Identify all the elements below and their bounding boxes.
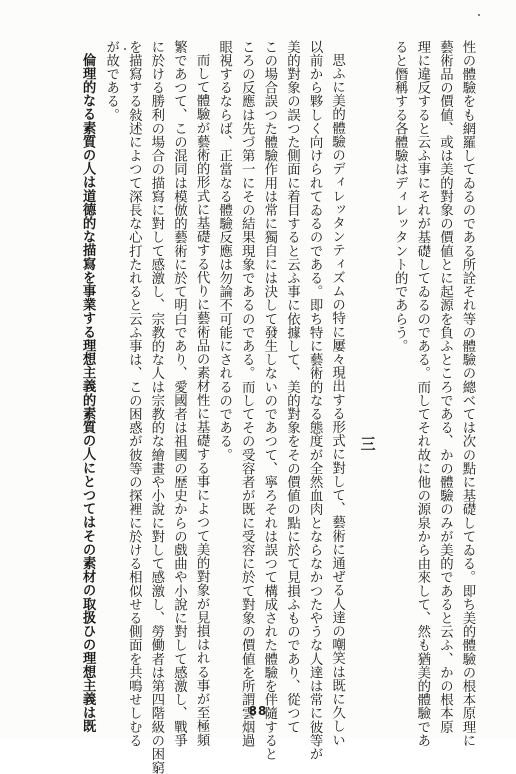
text-column: が故である。 bbox=[103, 40, 119, 122]
text-column: 以前から夥しく向けられてゐるのである。即ち特に藝術的なる態度が全然血肉とならなかつたやうな人達は常に彼等が bbox=[307, 40, 323, 761]
text-column: 藝術品の價値、或は美的對象の價値とに起源を負ふところである、かの體驗のみが美的であると云ふ、かの根本原 bbox=[437, 40, 453, 734]
text-column: に於ける勝利の場合の描寫に對して感激し、宗教的な人は宗教的な繪畫や小說に對して感激し、勞働者は第四階級の困窮 bbox=[148, 40, 164, 774]
text-column: 思ふに美的體驗のディレッタンティズムの特に屢々現出する形式に對して、藝術に通ぜる人達の嘲笑は既に久しい bbox=[329, 53, 345, 747]
text-column: 繁であつて、この混同は模倣的藝術に於て明白であり、愛國者は祖國の歴史からの戲曲や小說に對して感激し、戰爭 bbox=[171, 40, 187, 748]
text-column: を描寫する敍述によつて深長な心打たれると云ふ事は、この困惑が彼等の探裡に於ける相似せる側面を共鳴せしむる bbox=[126, 40, 142, 748]
text-column: この場合誤つた體驗作用は常に獨自には決して發生しないのであつて、寧ろそれは誤つて構成された體驗を伴隨すると bbox=[261, 40, 277, 761]
text-column: 而して體驗が藝術的形式に基礎する代りに藝術品の素材性に基礎する事によつて美的對象が見損はれる事が至極頻 bbox=[194, 53, 210, 747]
text-column: 理に違反すると云ふ事にそれが基礎してゐるのである。而してそれ故に他の源泉から由來して、然も猶美的體驗であ bbox=[414, 40, 430, 748]
text-column: 性の體驗をも網羅してゐるのである所詮それ等の體驗の總べては次の點に基礎してゐる。即ち美的體驗の根本原理に bbox=[460, 40, 475, 748]
print-speck bbox=[478, 14, 480, 16]
text-column: 倫理的なる素質の人は道德的な描寫を事業する理想主義的素質の人にとつてはその素材の取扱ひの理想主義は既 bbox=[80, 53, 97, 733]
text-column: ると僭稱する各體驗はディレッタント的であらう。 bbox=[392, 40, 408, 353]
text-column: 美的對象の誤つた側面に着目すると云ふ事に依據して、美的對象をその價値の點に於て見損ふものであり、從つて bbox=[284, 40, 300, 734]
text-column: ころの反應は先づ第一にその結果現象であるのである。而してその受容者が既に受容に於て對象の價値を所謂雲烟過 bbox=[239, 40, 255, 748]
page-number: 88 bbox=[248, 704, 268, 718]
print-speck bbox=[124, 48, 126, 50]
section-heading: 三 bbox=[358, 436, 377, 452]
text-column: 眼視するならば、正當なる體驗反應は勿論不可能にされるのである。 bbox=[216, 40, 232, 462]
